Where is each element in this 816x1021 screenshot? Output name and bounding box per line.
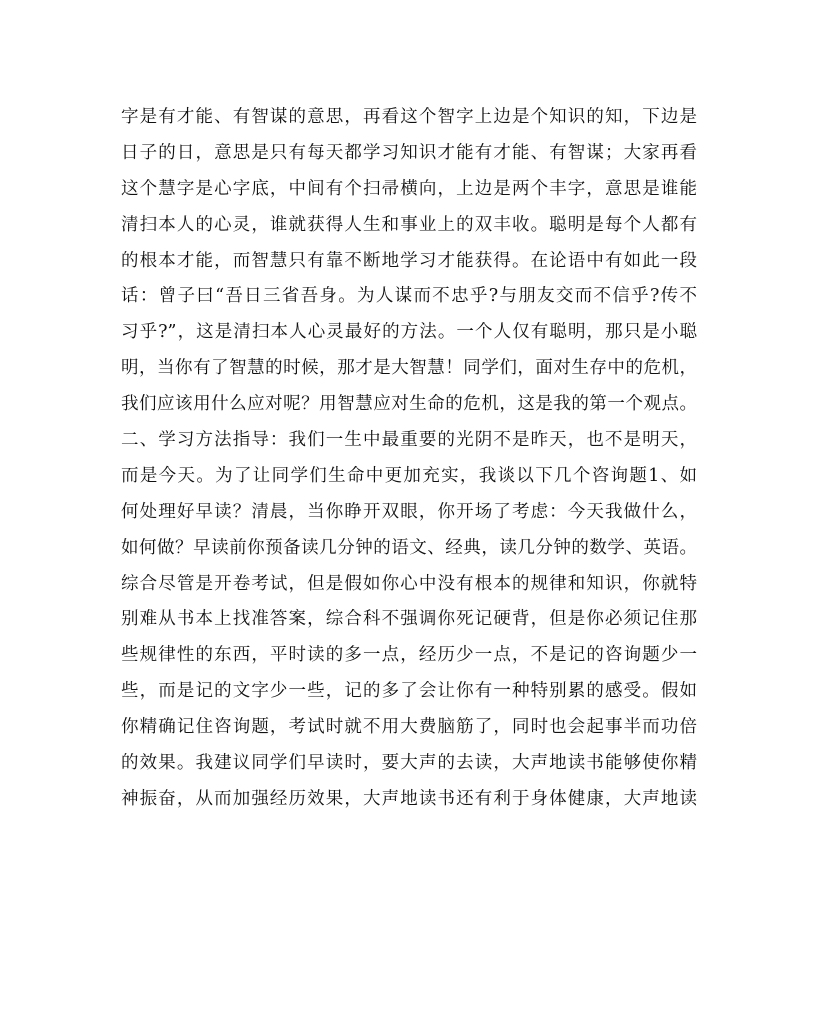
text-line: 别难从书本上找准答案，综合科不强调你死记硬背，但是你必须记住那 bbox=[121, 609, 697, 630]
text-line: 如何做？早读前你预备读几分钟的语文、经典，读几分钟的数学、英语。 bbox=[121, 537, 697, 558]
text-line: 的效果。我建议同学们早读时，要大声的去读，大声地读书能够使你精 bbox=[121, 753, 697, 774]
text-line: 而是今天。为了让同学们生命中更加充实，我谈以下几个咨询题1、如 bbox=[121, 465, 697, 486]
body-text bbox=[121, 100, 697, 818]
text-line: 你精确记住咨询题，考试时就不用大费脑筋了，同时也会起事半而功倍 bbox=[121, 717, 697, 738]
text-line: 这个慧字是心字底，中间有个扫帚横向，上边是两个丰字，意思是谁能 bbox=[121, 178, 697, 199]
text-line: 些，而是记的文字少一些，记的多了会让你有一种特别累的感受。假如 bbox=[121, 681, 697, 702]
text-line: 神振奋，从而加强经历效果，大声地读书还有利于身体健康，大声地读 bbox=[121, 788, 697, 809]
text-line: 字是有才能、有智谋的意思，再看这个智字上边是个知识的知，下边是 bbox=[121, 107, 697, 127]
text-line: 综合尽管是开卷考试，但是假如你心中没有根本的规律和知识，你就特 bbox=[121, 573, 697, 594]
text-line: 话：曾子曰“吾日三省吾身。为人谋而不忠乎?与朋友交而不信乎?传不 bbox=[121, 286, 697, 307]
text-line: 我们应该用什么应对呢？用智慧应对生命的危机，这是我的第一个观点。 bbox=[121, 394, 697, 415]
text-line: 二、学习方法指导：我们一生中最重要的光阴不是昨天，也不是明天， bbox=[121, 430, 697, 451]
text-line: 习乎?”，这是清扫本人心灵最好的方法。一个人仅有聪明，那只是小聪 bbox=[121, 322, 697, 343]
text-line: 的根本才能，而智慧只有靠不断地学习才能获得。在论语中有如此一段 bbox=[121, 250, 697, 271]
text-line: 日子的日，意思是只有每天都学习知识才能有才能、有智谋；大家再看 bbox=[121, 142, 697, 163]
text-line: 明，当你有了智慧的时候，那才是大智慧！同学们，面对生存中的危机， bbox=[121, 358, 697, 379]
text-line: 些规律性的东西，平时读的多一点，经历少一点，不是记的咨询题少一 bbox=[121, 645, 697, 666]
text-line: 清扫本人的心灵，谁就获得人生和事业上的双丰收。聪明是每个人都有 bbox=[121, 214, 697, 235]
text-line: 何处理好早读？清晨，当你睁开双眼，你开场了考虑：今天我做什么， bbox=[121, 501, 697, 522]
